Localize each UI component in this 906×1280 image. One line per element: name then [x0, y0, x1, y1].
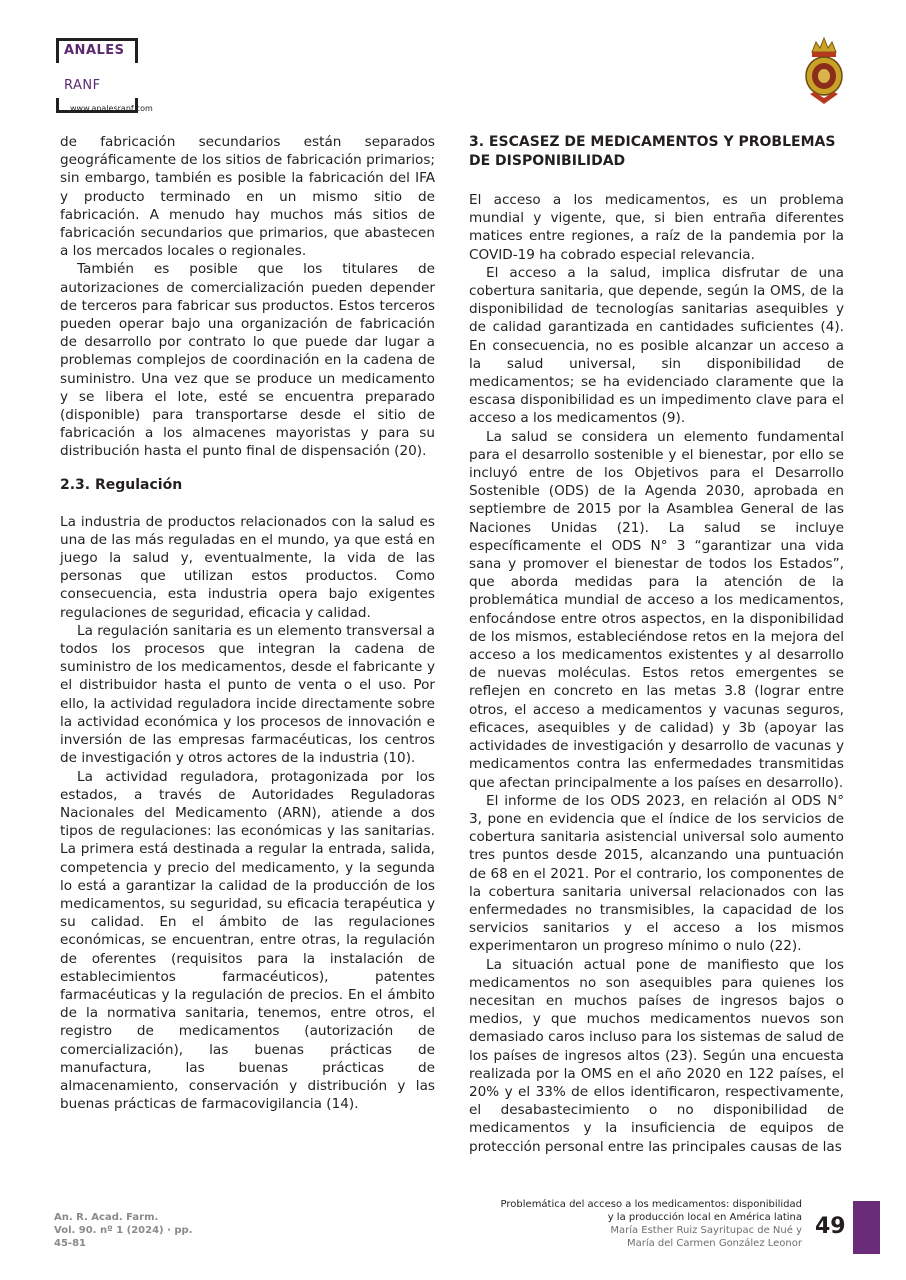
section-heading-regulacion: 2.3. Regulación: [60, 476, 183, 493]
article-running-title: [422, 1198, 802, 1250]
authors-line: María del Carmen González Leonor: [626, 1238, 802, 1249]
right-column: [469, 133, 844, 1156]
paragraph: La industria de productos relacionados con la salud es una de las más reguladas en el mundo, ya que está en juego la salud y, eventualmente, la vida de las personas que utilizan estos productos. Como consecuencia, esta industria opera bajo exigentes regulaciones de seguridad, eficacia y calidad.: [60, 513, 435, 621]
paragraph: El informe de los ODS 2023, en relación al ODS N° 3, pone en evidencia que el índice de los servicios de cobertura sanitaria asistencial universal solo aumento tres puntos desde 2015, alcanzando una puntuación de 68 en el 2021. Por el contrario, los componentes de la cobertura sanitaria universal relacionados con las enfermedades no transmisibles, la capacidad de los servicios sanitarios y el acceso a los mismos experimentaron un progreso mínimo o nulo (22).: [469, 792, 844, 955]
section-heading-escasez: 3. ESCASEZ DE MEDICAMENTOS Y PROBLEMAS DE DISPONIBILIDAD: [469, 134, 836, 169]
left-column: [60, 133, 435, 1113]
citation-line: Vol. 90. nº 1 (2024) · pp.: [54, 1225, 193, 1236]
logo-anales-text: ANALES: [64, 43, 125, 58]
citation-line: 45-81: [54, 1238, 86, 1249]
paragraph: La situación actual pone de manifiesto que los medicamentos no son asequibles para quienes los necesitan en muchos países de ingresos bajos o medios, y que muchos medicamentos nuevos son demasiado caros incluso para los sistemas de salud de los países de ingresos altos (23). Según una encuesta realizada por la OMS en el año 2020 en 122 países, el 20% y el 33% de ellos identificaron, respectivamente, el desabastecimiento o no disponibilidad de medicamentos y la insuficiencia de equipos de protección personal entre las principales causas de las: [469, 956, 844, 1155]
title-line: Problemática del acceso a los medicamentos: disponibilidad: [500, 1199, 802, 1210]
authors-line: María Esther Ruiz Sayritupac de Nué y: [610, 1225, 802, 1236]
logo-url: www.analesranf.com: [70, 104, 153, 113]
paragraph: El acceso a la salud, implica disfrutar de una cobertura sanitaria, que depende, según la OMS, de la disponibilidad de tecnologías sanitarias asequibles y de calidad garantizada en cantidades suficientes (4). En consecuencia, no es posible alcanzar un acceso a la salud universal, sin disponibilidad de medicamentos; se ha evidenciado claramente que la escasa disponibilidad es un impedimento clave para el acceso a los medicamentos (9).: [469, 264, 844, 427]
journal-logo: [56, 36, 176, 116]
academy-crest-icon: [800, 34, 848, 106]
citation-line: An. R. Acad. Farm.: [54, 1212, 159, 1223]
paragraph: La salud se considera un elemento fundamental para el desarrollo sostenible y el bienestar, por ello se incluyó entre de los Objetivos para el Desarrollo Sostenible (ODS) de la Agenda 2030, aprobada en septiembre de 2015 por la Asamblea General de las Naciones Unidas (21). La salud se incluye específicamente el ODS N° 3 “garantizar una vida sana y promover el bienestar de todos los Estados”, que aborda medidas para la atención de la problemática mundial de acceso a los medicamentos, enfocándose entre otros aspectos, en la disponibilidad de los mismos, estableciéndose retos en la mejora del acceso a los medicamentos existentes y al desarrollo de nuevas moléculas. Estos retos emergentes se reflejen en concreto en las metas 3.8 (lograr entre otros, el acceso a medicamentos y vacunas seguros, eficaces, asequibles y de calidad) y 3b (apoyar las actividades de investigación y desarrollo de vacunas y medicamentos contra las enfermedades transmitidas que afectan principalmente a los países en desarrollo).: [469, 428, 844, 791]
page-edge-tab: [853, 1201, 880, 1254]
page-number: 49: [815, 1214, 846, 1239]
paragraph: de fabricación secundarios están separados geográficamente de los sitios de fabricación primarios; sin embargo, también es posible la fabricación del IFA y producto terminado en un mismo sitio de fabricación. A menudo hay muchos más sitios de fabricación secundarios que primarios, que abastecen a los mercados locales o regionales.: [60, 134, 435, 260]
paragraph: También es posible que los titulares de autorizaciones de comercialización pueden depender de terceros para fabricar sus productos. Estos terceros pueden operar bajo una organización de fabricación de desarrollo por contrato lo que puede dar lugar a problemas complejos de coordinación en la cadena de suministro. Una vez que se produce un medicamento y se libera el lote, esté se encuentra preparado (disponible) para transportarse desde el sitio de fabricación a los almacenes mayoristas y para su distribución hasta el punto final de dispensación (20).: [60, 261, 435, 460]
paragraph: La actividad reguladora, protagonizada por los estados, a través de Autoridades Reguladoras Nacionales del Medicamento (ARN), atiende a dos tipos de regulaciones: las económicas y las sanitarias. La primera está destinada a regular la entrada, salida, competencia y precio del medicamento, y la segunda lo está a garantizar la calidad de la producción de los medicamentos, su seguridad, su eficacia terapéutica y su calidad. En el ámbito de las regulaciones económicas, se encuentran, entre otras, la regulación de oferentes (requisitos para la instalación de establecimientos farmacéuticos), patentes farmacéuticas y la regulación de precios. En el ámbito de la normativa sanitaria, tenemos, entre otros, el registro de medicamentos (autorización de comercialización), las buenas prácticas de manufactura, las buenas prácticas de almacenamiento, conservación y distribución y las buenas prácticas de farmacovigilancia (14).: [60, 768, 435, 1113]
logo-ranf-text: RANF: [64, 78, 101, 93]
paragraph: El acceso a los medicamentos, es un problema mundial y vigente, que, si bien entraña diferentes matices entre regiones, a raíz de la pandemia por la COVID-19 ha cobrado especial relevancia.: [469, 192, 844, 263]
title-line: y la producción local en América latina: [607, 1212, 802, 1223]
journal-citation: [54, 1211, 193, 1250]
paragraph: La regulación sanitaria es un elemento transversal a todos los procesos que integran la cadena de suministro de los medicamentos, desde el fabricante y el distribuidor hasta el punto de venta o el uso. Por ello, la actividad reguladora incide directamente sobre la actividad económica y los procesos de innovación e inversión de las empresas farmacéuticas, los centros de investigación y otros actores de la industria (10).: [60, 622, 436, 767]
